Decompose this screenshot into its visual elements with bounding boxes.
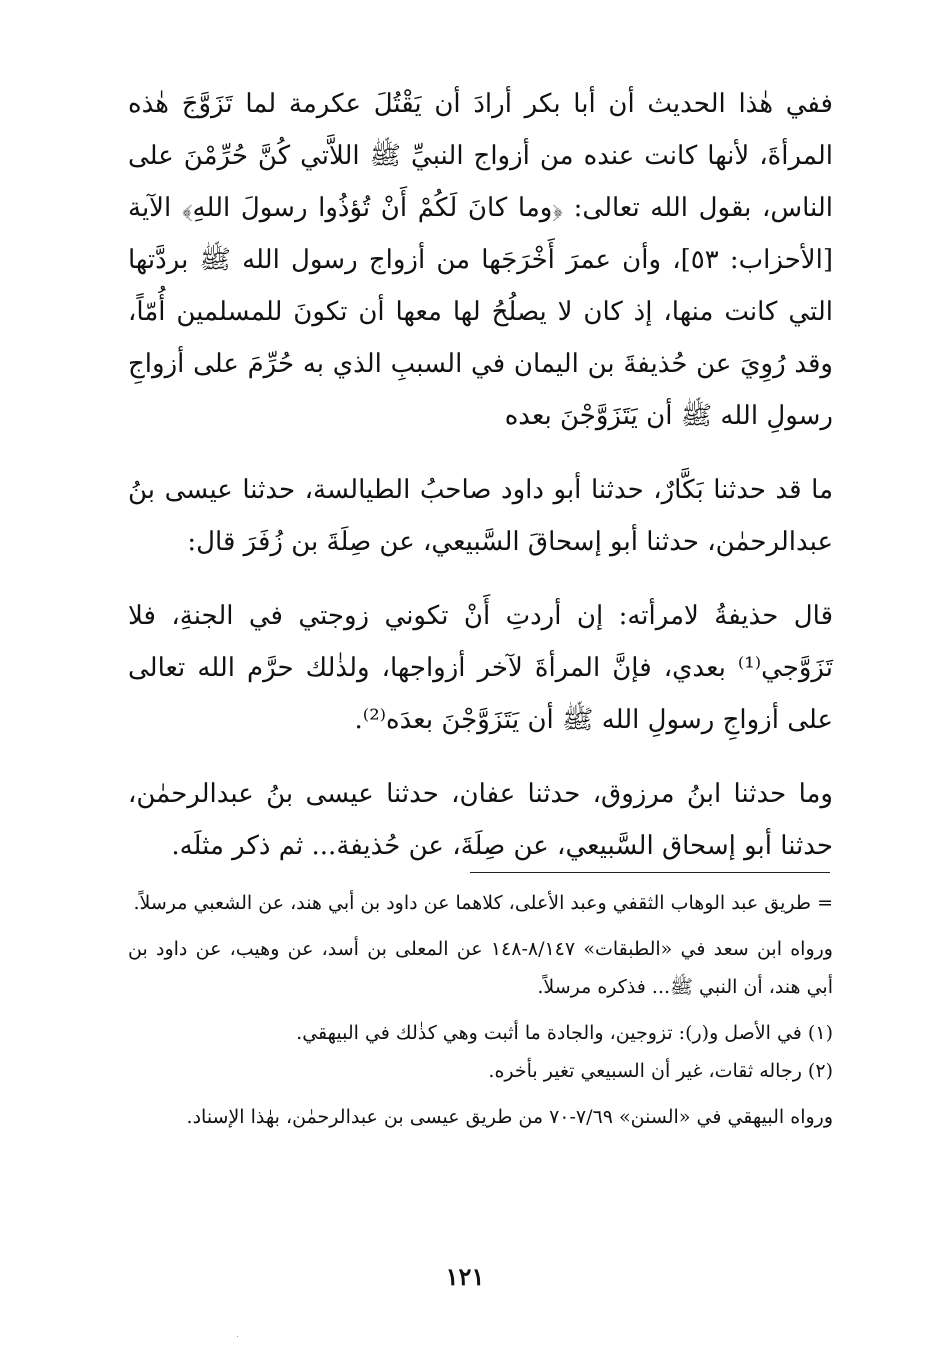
page-number: ١٢١ [445,1262,485,1291]
main-text [128,78,833,872]
paragraph-3: قال حذيفةُ لامرأته: إن أردتِ أَنْ تكوني زوجتي في الجنةِ، فلا تَزَوَّجي⁽¹⁾ بعدي، فإنَّ المرأةَ لآخر أزواجها، ولذٰلك حرَّم الله تعالى على أزواجِ رسولِ الله ﷺ أن يَتَزَوَّجْنَ بعدَه⁽²⁾. [128,601,833,735]
footnote-continuation: = طريق عبد الوهاب الثقفي وعبد الأعلى، كلاهما عن داود بن أبي هند، عن الشعبي مرسلاً. [133,892,833,914]
paragraph-1: ففي هٰذا الحديث أن أبا بكر أرادَ أن يَقْتُلَ عكرمة لما تَزَوَّجَ هٰذه المرأةَ، لأنها كانت عنده من أزواج النبيِّ ﷺ اللاَّتي كُنَّ حُرِّمْنَ على الناس، بقول الله تعالى: ﴿وما كانَ لَكُمْ أَنْ تُؤذُوا رسولَ اللهِ﴾ الآية [الأحزاب: ٥٣]، وأن عمرَ أَخْرَجَها من أزواج رسول الله ﷺ بردَّتها التي كانت منها، إذ كان لا يصلُحُ لها معها أن تكونَ للمسلمين أُمّاً، وقد رُوِيَ عن حُذيفةَ بن اليمان في السببِ الذي به حُرِّمَ على أزواجِ رسولِ الله ﷺ أن يَتَزَوَّجْنَ بعده [128,89,833,431]
footnote-1: (١) في الأصل و(ر): تزوجين، والجادة ما أثبت وهي كذٰلك في البيهقي. [296,1022,833,1044]
footnotes [128,884,833,1136]
scan-speck [237,1336,238,1337]
paragraph-2: ما قد حدثنا بَكَّارٌ، حدثنا أبو داود صاحبُ الطيالسة، حدثنا عيسى بنُ عبدالرحمٰن، حدثنا أبو إسحاقَ السَّبيعي، عن صِلَةَ بن زُفَرَ قال: [128,475,833,557]
footnote-bayhaqi: ورواه البيهقي في «السنن» ٧/٦٩-٧٠ من طريق عيسى بن عبدالرحمٰن، بهٰذا الإسناد. [186,1106,833,1128]
paragraph-4: وما حدثنا ابنُ مرزوق، حدثنا عفان، حدثنا عيسى بنُ عبدالرحمٰن، حدثنا أبو إسحاق السَّبيعي، عن صِلَةَ، عن حُذيفة... ثم ذكر مثلَه. [128,779,833,861]
footnote-ibn-saad: ورواه ابن سعد في «الطبقات» ٨/١٤٧-١٤٨ عن المعلى بن أسد، عن وهيب، عن داود بن أبي هند، أن النبي ﷺ... فذكره مرسلاً. [128,938,833,998]
footnote-separator [470,872,830,873]
footnote-2: (٢) رجاله ثقات، غير أن السبيعي تغير بأخره. [488,1060,833,1082]
